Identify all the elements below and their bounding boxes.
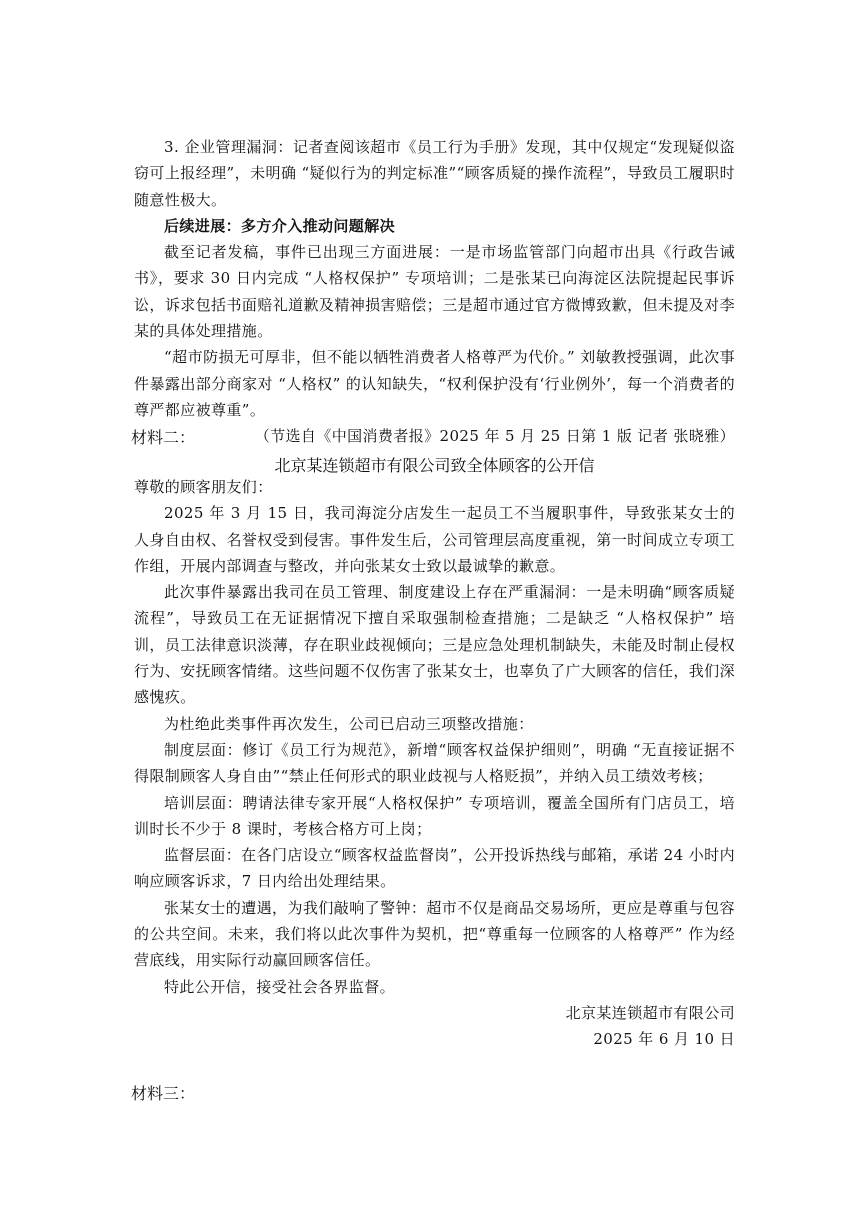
material1-source: （节选自《中国消费者报》2025 年 5 月 25 日第 1 版 记者 张晓雅）	[254, 427, 735, 446]
letter-paragraph-system-measure: 制度层面：修订《员工行为规范》，新增“顾客权益保护细则”，明确 “无直接证据不得限制顾客人身自由”“禁止任何形式的职业歧视与人格贬损”，并纳入员工绩效考核；	[134, 740, 735, 786]
letter-paragraph-measures-intro: 为杜绝此类事件再次发生，公司已启动三项整改措施：	[164, 714, 534, 733]
letter-paragraph-closing: 特此公开信，接受社会各界监督。	[164, 977, 396, 996]
material2-label: 材料二：	[131, 428, 196, 447]
open-letter-title: 北京某连锁超市有限公司致全体顾客的公开信	[274, 456, 595, 475]
material1-section	[134, 134, 735, 450]
letter-paragraph-training-measure: 培训层面：聘请法律专家开展“人格权保护” 专项培训，覆盖全国所有门店员工，培训时长不少于 8 课时，考核合格方可上岗；	[134, 793, 735, 838]
letter-date: 2025 年 6 月 10 日	[593, 1030, 735, 1049]
material1-paragraph-management-loophole: 3. 企业管理漏洞：记者查阅该超市《员工行为手册》发现，其中仅规定“发现疑似盗窃可上报经理”，未明确 “疑似行为的判定标准”“顾客质疑的操作流程”，导致员工履职时随意性极大。	[134, 138, 735, 209]
letter-paragraph-loopholes: 此次事件暴露出我司在员工管理、制度建设上存在严重漏洞：一是未明确“顾客质疑流程”，导致员工在无证据情况下擅自采取强制检查措施；二是缺乏 “人格权保护” 培训，员工法律意识淡薄，存在职业歧视倾向；三是应急处理机制缺失，未能及时制止侵权行为、安抚顾客情绪。这些问题不仅伤害了张某女士，也辜负了广大顾客的信任，我们深感愧疚。	[134, 583, 735, 707]
material1-heading-follow-up: 后续进展：多方介入推动问题解决	[164, 216, 396, 235]
material1-paragraph-quote: “超市防损无可厚非，但不能以牺牲消费者人格尊严为代价。” 刘敏教授强调，此次事件暴露出部分商家对 “人格权” 的认知缺失，“权利保护没有‘行业例外’，每一个消费者的尊严都应被尊重”。	[134, 348, 735, 419]
letter-paragraph-supervision-measure: 监督层面：在各门店设立“顾客权益监督岗”，公开投诉热线与邮箱，承诺 24 小时内响应顾客诉求，7 日内给出处理结果。	[134, 846, 735, 891]
material3-label: 材料三：	[131, 1084, 196, 1103]
material2-letter	[134, 474, 735, 1053]
letter-salutation: 尊敬的顾客朋友们：	[134, 478, 273, 496]
letter-paragraph-commitment: 张某女士的遭遇，为我们敲响了警钟：超市不仅是商品交易场所，更应是尊重与包容的公共空间。未来，我们将以此次事件为契机，把“尊重每一位顾客的人格尊严” 作为经营底线，用实际行动赢回顾客信任。	[134, 898, 735, 970]
letter-paragraph-incident: 2025 年 3 月 15 日，我司海淀分店发生一起员工不当履职事件，导致张某女士的人身自由权、名誉权受到侵害。事件发生后，公司管理层高度重视，第一时间成立专项工作组，开展内部调查与整改，并向张某女士致以最诚挚的歉意。	[134, 504, 735, 575]
material1-paragraph-progress: 截至记者发稿，事件已出现三方面进展：一是市场监管部门向超市出具《行政告诫书》，要求 30 日内完成 “人格权保护” 专项培训；二是张某已向海淀区法院提起民事诉讼，诉求包括书面赔礼道歉及精神损害赔偿；三是超市通过官方微博致歉，但未提及对李某的具体处理措施。	[134, 243, 735, 341]
letter-signature: 北京某连锁超市有限公司	[565, 1003, 735, 1022]
